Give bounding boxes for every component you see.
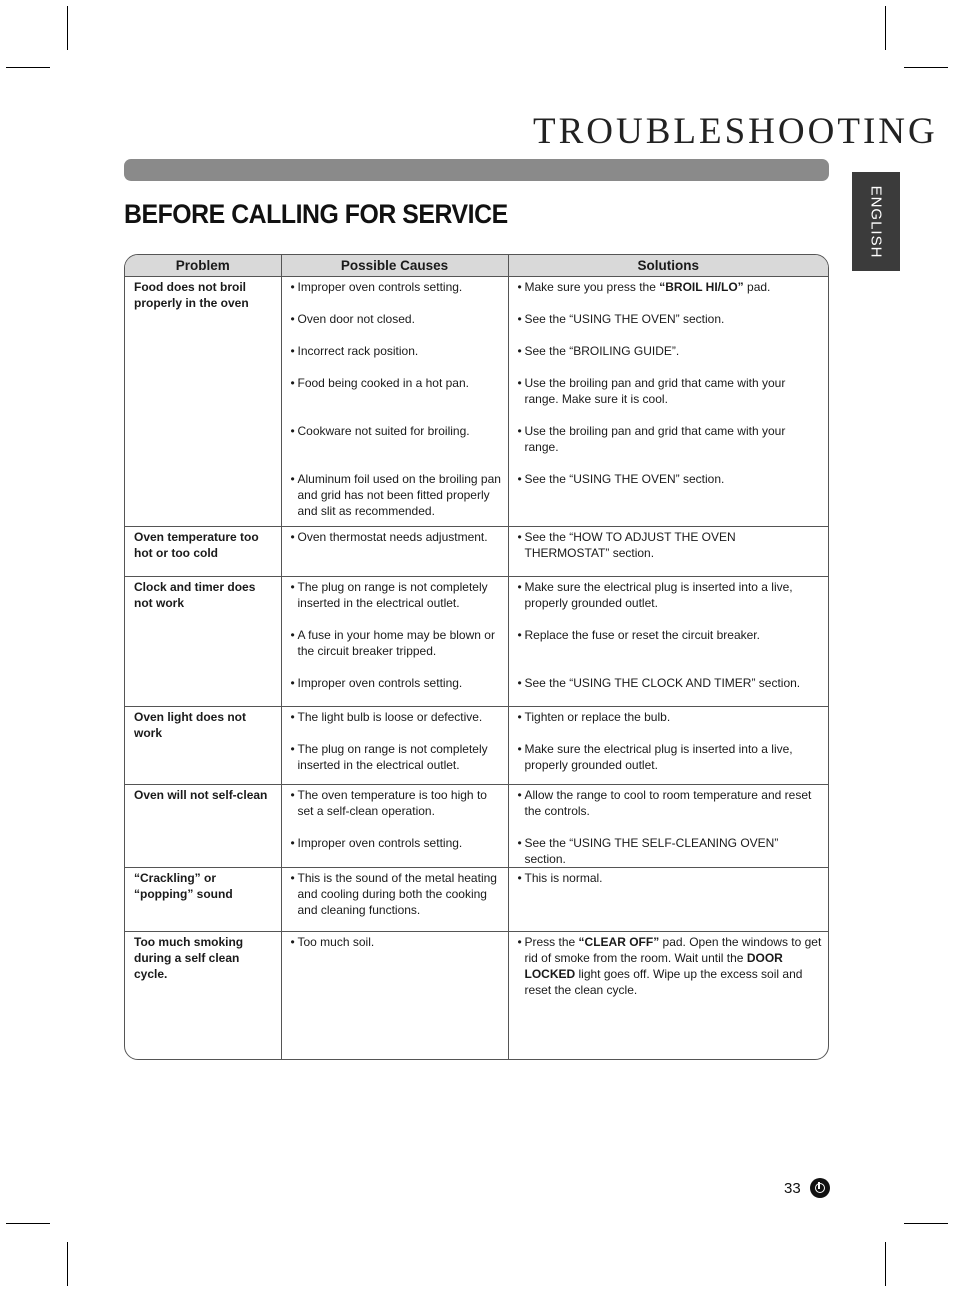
causes-cell	[281, 868, 508, 932]
crop-mark	[904, 67, 948, 68]
cause-item: • Oven door not closed.	[290, 312, 415, 326]
solution-item: • See the “USING THE OVEN” section.	[517, 312, 725, 326]
cause-item: • The oven temperature is too high to set a self-clean operation.	[290, 788, 487, 818]
problem-cell: Clock and timer does not work	[125, 577, 281, 707]
solution-item: • Use the broiling pan and grid that came with your range. Make sure it is cool.	[517, 376, 786, 406]
lg-logo-icon	[810, 1178, 830, 1198]
solutions-cell	[508, 277, 828, 527]
solution-item: • Replace the fuse or reset the circuit breaker.	[517, 628, 760, 642]
solutions-cell	[508, 527, 828, 577]
causes-cell	[281, 277, 508, 527]
page-number: 33	[784, 1180, 801, 1197]
section-title: TROUBLESHOOTING	[533, 111, 938, 152]
problem-cell: Oven will not self-clean	[125, 785, 281, 868]
solution-item: • Use the broiling pan and grid that came with your range.	[517, 424, 786, 454]
cause-item: • Improper oven controls setting.	[290, 280, 463, 294]
language-tab-label: ENGLISH	[867, 185, 885, 258]
cause-item: • The light bulb is loose or defective.	[290, 710, 483, 724]
table-row	[125, 527, 828, 577]
causes-cell	[281, 932, 508, 1061]
cause-item: • Food being cooked in a hot pan.	[290, 376, 469, 390]
solutions-cell	[508, 868, 828, 932]
solution-item: • See the “USING THE OVEN” section.	[517, 472, 725, 486]
solutions-cell	[508, 577, 828, 707]
solution-item: • Make sure the electrical plug is inserted into a live, properly grounded outlet.	[517, 580, 793, 610]
cause-item: • Too much soil.	[290, 935, 375, 949]
cause-item: • Incorrect rack position.	[290, 344, 419, 358]
crop-mark	[904, 1223, 948, 1224]
table-row	[125, 932, 828, 1061]
solution-item: • See the “BROILING GUIDE”.	[517, 344, 680, 358]
cause-item: • Improper oven controls setting.	[290, 676, 463, 690]
causes-cell	[281, 577, 508, 707]
solutions-cell	[508, 785, 828, 868]
crop-mark	[885, 6, 886, 50]
language-tab	[852, 172, 900, 271]
cause-item: • Aluminum foil used on the broiling pan and grid has not been fitted properly and slit as recommended.	[290, 472, 501, 518]
solution-item: • Allow the range to cool to room temperature and reset the controls.	[517, 788, 812, 818]
header-solutions: Solutions	[508, 255, 828, 277]
cause-item: • The plug on range is not completely inserted in the electrical outlet.	[290, 580, 488, 610]
crop-mark	[885, 1242, 886, 1286]
cause-item: • Cookware not suited for broiling.	[290, 424, 470, 438]
header-causes: Possible Causes	[281, 255, 508, 277]
header-problem: Problem	[125, 255, 281, 277]
table-row	[125, 277, 828, 527]
troubleshooting-table	[124, 254, 829, 1060]
cause-item: • Improper oven controls setting.	[290, 836, 463, 850]
problem-cell: “Crackling” or “popping” sound	[125, 868, 281, 932]
crop-mark	[6, 1223, 50, 1224]
problem-cell: Oven temperature too hot or too cold	[125, 527, 281, 577]
cause-item: • The plug on range is not completely inserted in the electrical outlet.	[290, 742, 488, 772]
page-heading: BEFORE CALLING FOR SERVICE	[124, 199, 508, 229]
table-row	[125, 868, 828, 932]
solutions-cell	[508, 707, 828, 785]
solution-item: • Tighten or replace the bulb.	[517, 710, 671, 724]
cause-item: • This is the sound of the metal heating and cooling during both the cooking and cleaning functions.	[290, 871, 497, 917]
solution-item: • Make sure you press the “BROIL HI/LO” pad.	[517, 280, 771, 294]
table-row	[125, 707, 828, 785]
crop-mark	[67, 6, 68, 50]
table-row	[125, 785, 828, 868]
solution-item: • Make sure the electrical plug is inserted into a live, properly grounded outlet.	[517, 742, 793, 772]
cause-item: • Oven thermostat needs adjustment.	[290, 530, 488, 544]
table-header-row	[125, 255, 828, 277]
solutions-cell	[508, 932, 828, 1061]
solution-item: • See the “USING THE SELF-CLEANING OVEN” section.	[517, 836, 779, 866]
problem-cell: Food does not broil properly in the oven	[134, 280, 249, 310]
problem-cell: Oven light does not work	[125, 707, 281, 785]
cause-item: • A fuse in your home may be blown or the circuit breaker tripped.	[290, 628, 495, 658]
solution-item: • Press the “CLEAR OFF” pad. Open the windows to get rid of smoke from the room. Wait until the DOOR LOCKED light goes off. Wipe up the excess soil and reset the clean cycle.	[517, 935, 822, 997]
crop-mark	[67, 1242, 68, 1286]
crop-mark	[6, 67, 50, 68]
solution-item: • This is normal.	[517, 871, 603, 885]
header-bar	[124, 159, 829, 181]
problem-cell: Too much smoking during a self clean cycle.	[125, 932, 281, 1061]
causes-cell	[281, 527, 508, 577]
causes-cell	[281, 785, 508, 868]
table-row	[125, 577, 828, 707]
causes-cell	[281, 707, 508, 785]
solution-item: • See the “HOW TO ADJUST THE OVEN THERMOSTAT” section.	[517, 530, 736, 560]
solution-item: • See the “USING THE CLOCK AND TIMER” section.	[517, 676, 801, 690]
